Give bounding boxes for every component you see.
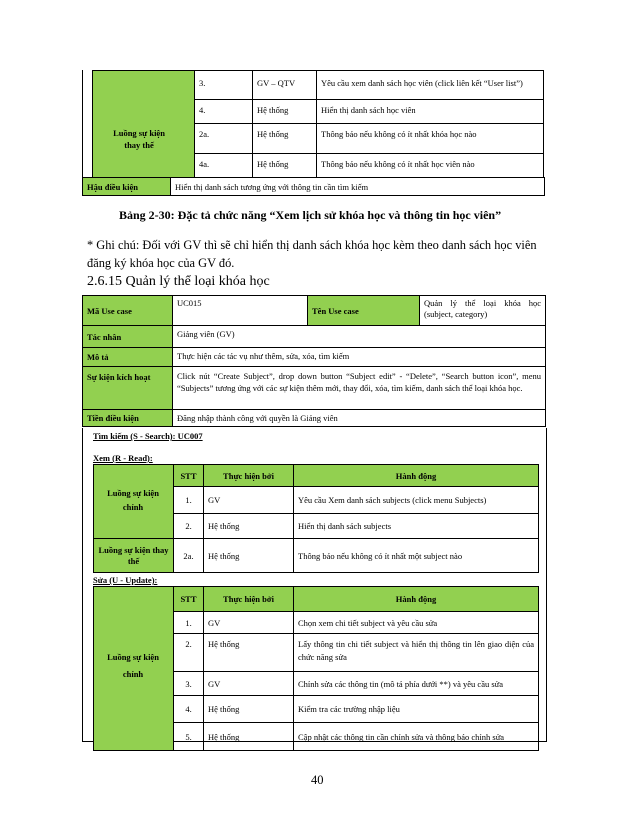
- step-action: Cập nhật các thông tin cần chỉnh sửa và thông báo chỉnh sửa: [294, 723, 539, 751]
- step-no: 1.: [174, 487, 204, 514]
- col-header-actor: Thực hiện bởi: [204, 587, 294, 612]
- step-actor: GV – QTV: [253, 71, 317, 100]
- step-actor: Hệ thống: [253, 124, 317, 154]
- step-no: 5.: [174, 723, 204, 751]
- step-no: 2.: [174, 634, 204, 672]
- search-section-title: Tìm kiếm (S - Search): UC007: [93, 431, 203, 441]
- use-case-id-value: UC015: [173, 296, 308, 326]
- step-no: 2a.: [195, 124, 253, 154]
- step-no: 4a.: [195, 154, 253, 178]
- col-header-stt: STT: [174, 587, 204, 612]
- table-caption: Bảng 2-30: Đặc tả chức năng “Xem lịch sử khóa học và thông tin học viên”: [119, 208, 502, 222]
- step-action: Hiển thị danh sách học viên: [317, 100, 544, 124]
- alt-flow-label: Luồng sự kiện thay thế: [113, 128, 165, 150]
- step-actor: Hệ thống: [204, 634, 294, 672]
- trigger-value: Click nút “Create Subject”, drop down button “Subject edit” - “Delete”, “Search button icon”, menu “Subjects” tương ứng với các sự kiện thêm mới, thay đổi, xóa, tìm kiếm, danh sách thể loại khóa học.: [173, 367, 546, 410]
- step-actor: Hệ thống: [204, 514, 294, 539]
- step-actor: Hệ thống: [253, 100, 317, 124]
- step-action: Hiển thị danh sách subjects: [294, 514, 539, 539]
- alt-flow-label: Luồng sự kiện thay thế: [94, 539, 174, 573]
- update-section-title: Sửa (U - Update):: [93, 575, 158, 585]
- precondition-value: Đăng nhập thành công với quyền là Giảng viên: [173, 410, 546, 427]
- use-case-name-value: Quản lý thể loại khóa học (subject, category): [420, 296, 546, 326]
- step-no: 3.: [195, 71, 253, 100]
- step-action: Thông báo nếu không có ít nhất học viên nào: [317, 154, 544, 178]
- use-case-table: [82, 295, 546, 427]
- step-no: 4.: [195, 100, 253, 124]
- step-action: Lấy thông tin chi tiết subject và hiển thị thông tin lên giao diện của chức năng sửa: [294, 634, 539, 672]
- col-header-actor: Thực hiện bởi: [204, 465, 294, 487]
- step-actor: Hệ thống: [253, 154, 317, 178]
- step-no: 4.: [174, 696, 204, 723]
- step-action: Yêu cầu Xem danh sách subjects (click menu Subjects): [294, 487, 539, 514]
- description-label: Mô tả: [83, 348, 173, 367]
- col-header-action: Hành động: [294, 465, 539, 487]
- section-heading: 2.6.15 Quản lý thể loại khóa học: [87, 274, 270, 289]
- actor-label: Tác nhân: [83, 326, 173, 348]
- use-case-name-label: Tên Use case: [308, 296, 420, 326]
- step-action: Chọn xem chi tiết subject và yêu cầu sửa: [294, 612, 539, 634]
- col-header-action: Hành động: [294, 587, 539, 612]
- step-action: Kiểm tra các trường nhập liệu: [294, 696, 539, 723]
- step-no: 1.: [174, 612, 204, 634]
- postcondition-value: Hiển thị danh sách tương ứng với thông tin cần tìm kiếm: [171, 178, 545, 196]
- page-number: 40: [311, 773, 324, 787]
- step-no: 2.: [174, 514, 204, 539]
- step-action: Yêu cầu xem danh sách học viên (click liên kết “User list”): [317, 71, 544, 100]
- actor-value: Giảng viên (GV): [173, 326, 546, 348]
- step-actor: Hệ thống: [204, 723, 294, 751]
- read-flow-table: [93, 464, 539, 573]
- description-value: Thực hiện các tác vụ như thêm, sửa, xóa, tìm kiếm: [173, 348, 546, 367]
- precondition-label: Tiền điều kiện: [83, 410, 173, 427]
- step-actor: Hệ thống: [204, 539, 294, 573]
- note-paragraph: * Ghi chú: Đối với GV thì sẽ chỉ hiển thị danh sách khóa học kèm theo danh sách học viên đăng ký khóa học của GV đó.: [87, 238, 537, 270]
- read-section-title: Xem (R - Read):: [93, 453, 153, 463]
- use-case-id-label: Mã Use case: [83, 296, 173, 326]
- step-actor: GV: [204, 672, 294, 696]
- main-flow-label: Luồng sự kiện chính: [107, 488, 159, 512]
- col-header-stt: STT: [174, 465, 204, 487]
- postcondition-row: [82, 177, 545, 196]
- step-no: 3.: [174, 672, 204, 696]
- alt-flow-frame: [82, 70, 546, 177]
- step-actor: GV: [204, 612, 294, 634]
- step-no: 2a.: [174, 539, 204, 573]
- step-actor: GV: [204, 487, 294, 514]
- trigger-label: Sự kiện kích hoạt: [83, 367, 173, 410]
- main-flow-label: Luồng sự kiện chính: [107, 652, 159, 679]
- step-action: Chỉnh sửa các thông tin (mô tả phía dưới **) và yêu cầu sửa: [294, 672, 539, 696]
- step-actor: Hệ thống: [204, 696, 294, 723]
- step-action: Thông báo nếu không có ít nhất một subject nào: [294, 539, 539, 573]
- step-action: Thông báo nếu không có ít nhất khóa học nào: [317, 124, 544, 154]
- postcondition-label: Hậu điều kiện: [83, 178, 171, 196]
